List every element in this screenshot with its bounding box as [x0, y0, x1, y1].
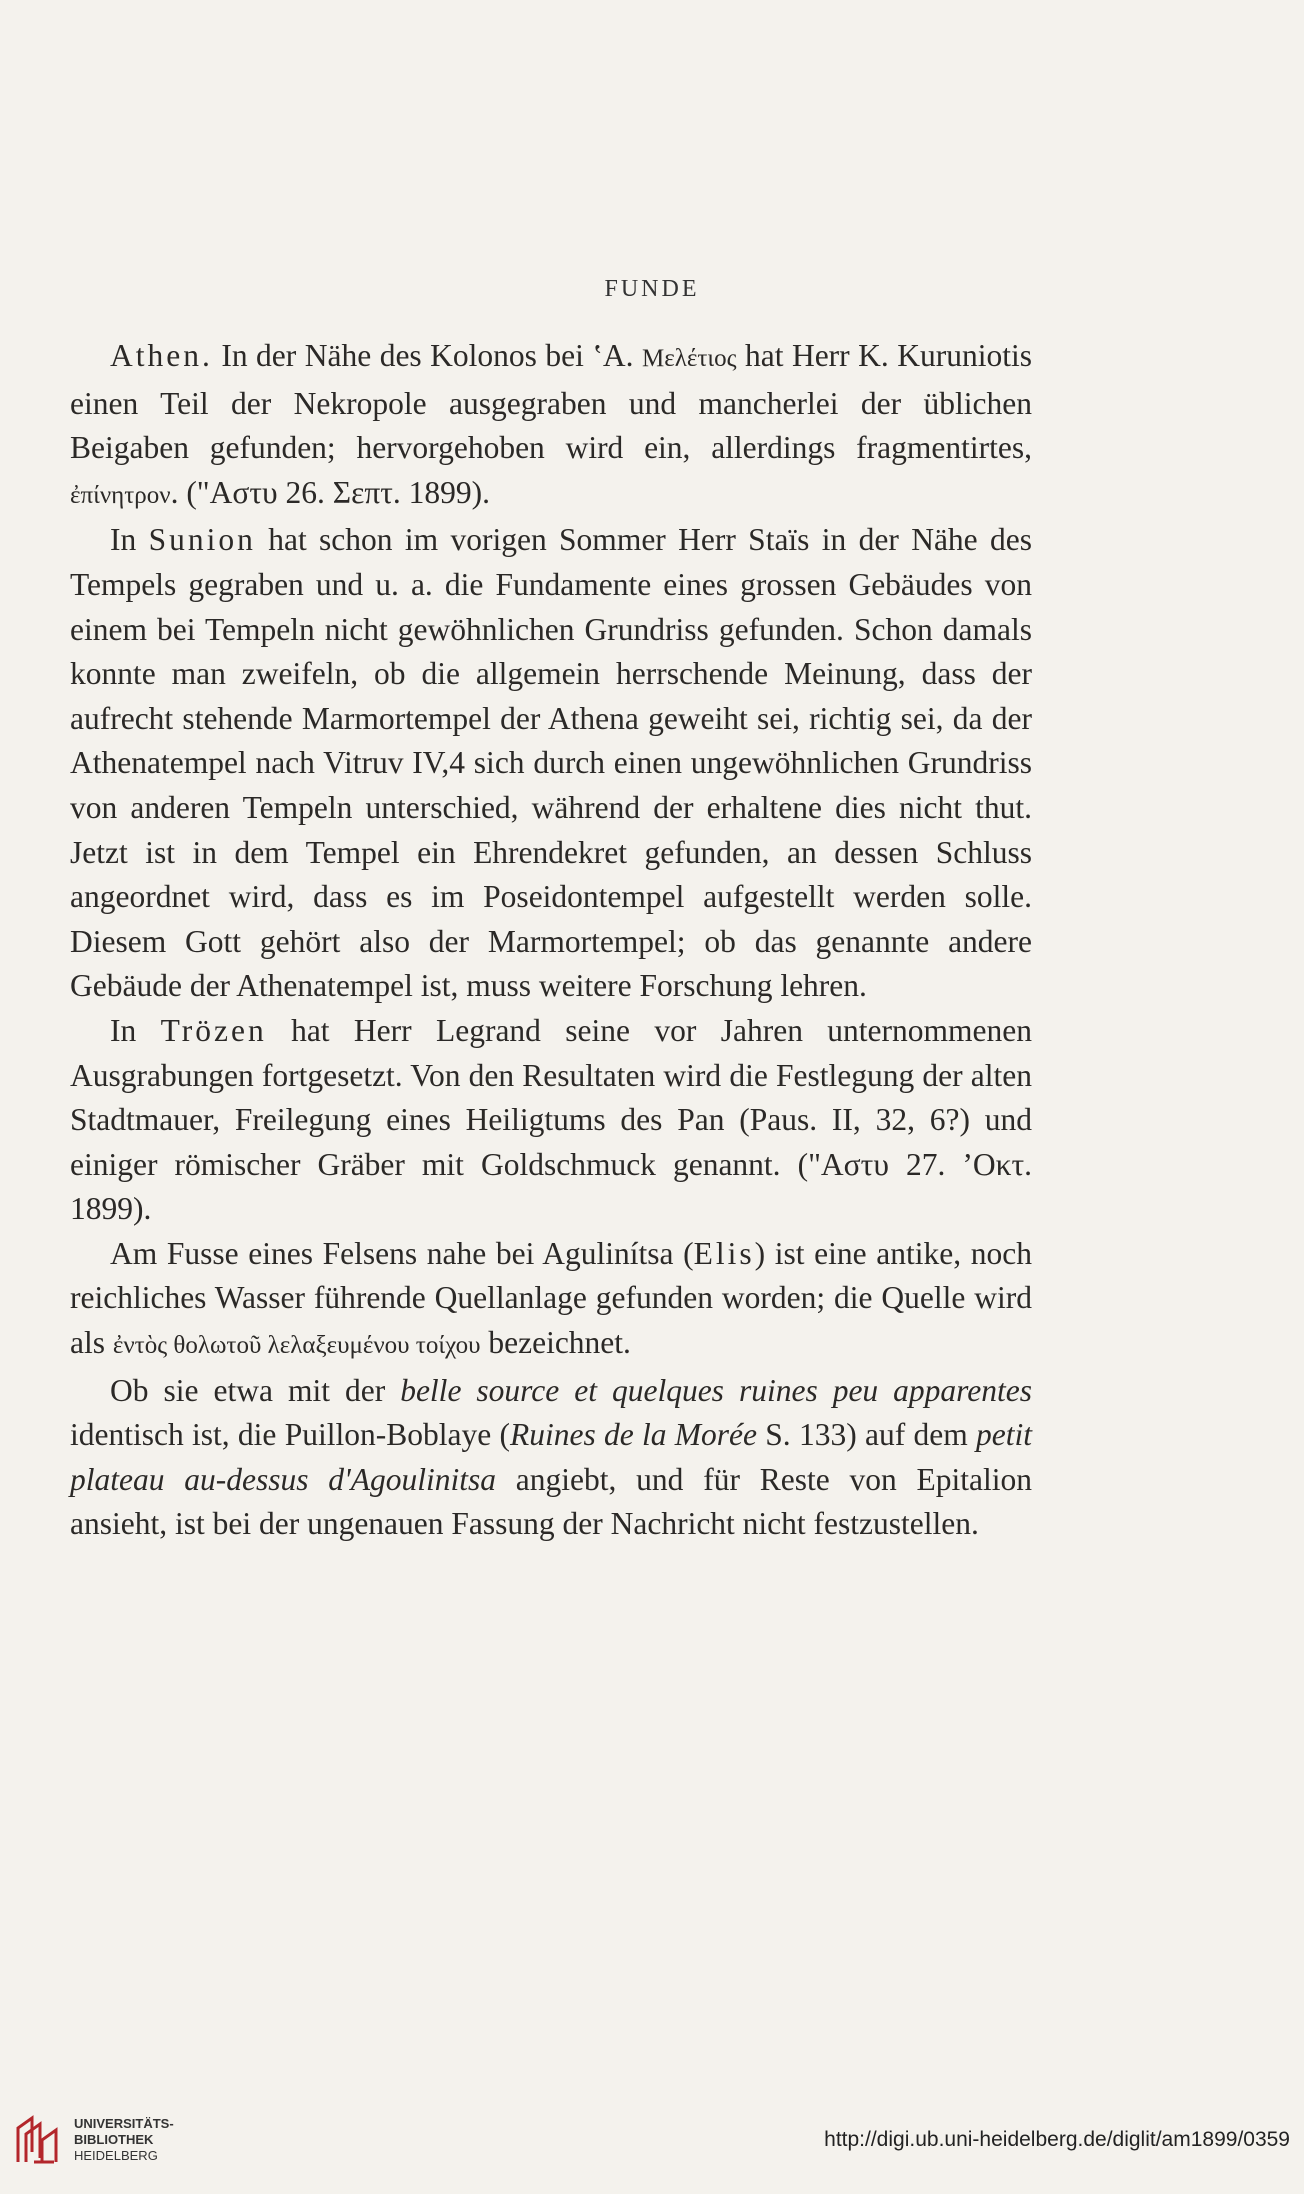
footer — [0, 2098, 1304, 2194]
paragraph-elis — [70, 1232, 1032, 1369]
paragraph-text: In — [110, 1012, 161, 1048]
body-text — [70, 334, 1032, 1547]
paragraph-text: S. 133) auf dem — [757, 1417, 977, 1453]
library-logo-icon — [14, 2114, 60, 2166]
paragraph-text: angiebt, und für Reste von Epitalion ansieht, ist bei der ungenauen Fassung der Nachricht nicht festzustellen. — [70, 1461, 1032, 1542]
paragraph-text: Ob sie etwa mit der — [110, 1372, 401, 1408]
paragraph-text: bezeichnet. — [480, 1325, 631, 1361]
book-title: Ruines de la Morée — [509, 1417, 757, 1453]
french-quote: belle source et quelques ruines peu apparentes — [400, 1372, 1032, 1408]
greek-text: ἐπίνητρον — [70, 481, 171, 509]
paragraph-sunion — [70, 518, 1032, 1009]
library-name-line: UNIVERSITÄTS- — [74, 2116, 174, 2131]
paragraph-text: Am Fusse eines Felsens nahe bei Agulinítsa ( — [110, 1235, 694, 1271]
source-url[interactable]: http://digi.ub.uni-heidelberg.de/diglit/am1899/0359 — [824, 2128, 1290, 2151]
paragraph-text: In der Nähe des Kolonos bei ʽΑ. — [212, 338, 642, 373]
library-name-line: BIBLIOTHEK — [74, 2132, 154, 2147]
place-troezen: Trözen — [160, 1012, 267, 1048]
french-quote: petit plateau au-dessus d'Agoulinitsa — [70, 1417, 1033, 1497]
place-athen: Athen. — [110, 338, 213, 373]
place-sunion: Sunion — [148, 522, 256, 558]
paragraph-text: hat Herr Legrand seine vor Jahren unternommenen Ausgrabungen fortgesetzt. Von den Resultaten wird die Festlegung der alten Stadtmauer, Freilegung eines Heiligtums des Pan (Paus. II, 32, 6?) und einiger römischer Gräber mit Goldschmuck genannt. ("Αστυ 27. ʼΟκτ. 1899). — [70, 1012, 1032, 1227]
paragraph-athen — [70, 334, 1032, 518]
library-name-line: HEIDELBERG — [74, 2148, 158, 2163]
paragraph-text: identisch ist, die Puillon-Boblaye ( — [70, 1417, 510, 1453]
greek-text: Μελέτιος — [641, 345, 737, 372]
page-heading: FUNDE — [604, 276, 700, 302]
paragraph-text: ) ist eine antike, noch reichliches Wasser führende Quellanlage gefunden worden; die Quelle wird als — [70, 1235, 1032, 1361]
paragraph-text: . ("Αστυ 26. Σεπτ. 1899). — [170, 474, 491, 510]
paragraph-text: hat schon im vorigen Sommer Herr Staïs in der Nähe des Tempels gegraben und u. a. die Fundamente eines grossen Gebäudes von einem bei Tempeln nicht gewöhnlichen Grundriss gefunden. Schon damals konnte man zweifeln, ob die allgemein herrschende Meinung, dass der aufrecht stehende Marmortempel der Athena geweiht sei, richtig sei, da der Athenatempel nach Vitruv IV,4 sich durch einen ungewöhnlichen Grundriss von anderen Tempeln unterschied, während der erhaltene dies nicht thut. Jetzt ist in dem Tempel ein Ehrendekret gefunden, an dessen Schluss angeordnet wird, dass es im Poseidontempel aufgestellt werden solle. Diesem Gott gehört also der Marmortempel; ob das genannte andere Gebäude der Athenatempel ist, muss weitere Forschung lehren. — [70, 522, 1032, 1004]
library-name — [74, 2116, 174, 2164]
paragraph-troezen — [70, 1009, 1032, 1232]
greek-text: ἐντὸς θολωτοῦ λελαξευμένου τοίχου — [112, 1332, 481, 1360]
paragraph-puillon — [70, 1369, 1032, 1547]
paragraph-text: In — [110, 522, 149, 558]
paragraph-text: hat Herr K. Kuruniotis einen Teil der Nekropole ausgegraben und mancherlei der üblichen Beigaben gefunden; hervorgehoben wird ein, allerdings fragmentirtes, — [70, 338, 1032, 466]
place-elis: Elis — [693, 1235, 755, 1271]
